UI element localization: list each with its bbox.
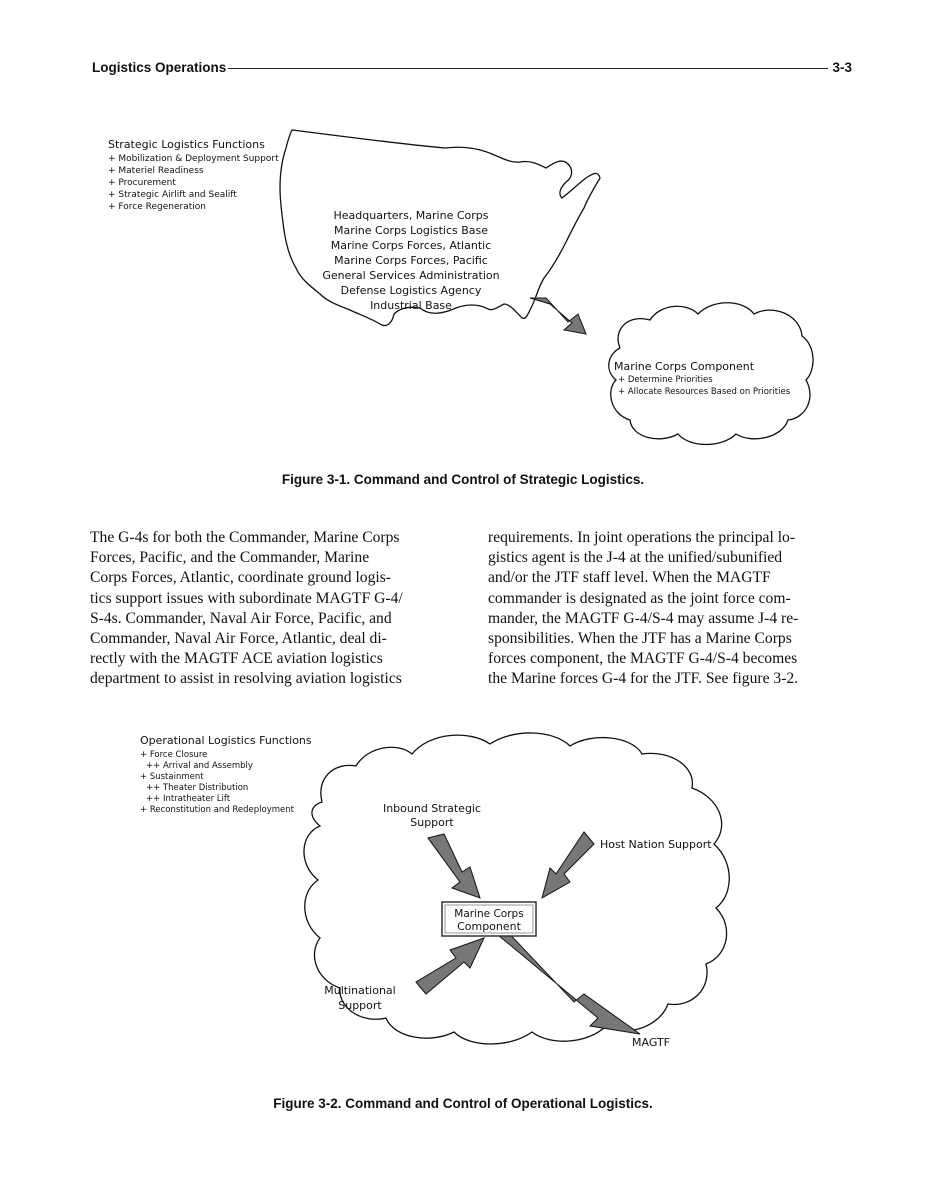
theater-cloud (304, 733, 729, 1044)
operational-functions (140, 734, 312, 815)
body-line: tics support issues with subordinate MAGTF G-4/ (90, 589, 403, 607)
body-line: The G-4s for both the Commander, Marine Corps (90, 529, 400, 546)
operational-functions-title: Operational Logistics Functions (140, 734, 312, 747)
page-number: 3-3 (828, 60, 852, 75)
figure-3-2 (130, 722, 770, 1062)
figure-3-1-caption: Figure 3-1. Command and Control of Strategic Logistics. (281, 472, 645, 487)
organization-label: Industrial Base (370, 299, 452, 312)
host-nation-label: Host Nation Support (600, 838, 712, 851)
inbound-arrow (428, 834, 480, 898)
body-line: Commander, Naval Air Force, Atlantic, deal di- (90, 630, 387, 648)
operational-function-item: ++ Arrival and Assembly (146, 761, 253, 771)
body-line: Forces, Pacific, and the Commander, Marine (90, 549, 370, 567)
host-nation-arrow (542, 832, 594, 898)
component-line1: Marine Corps (454, 908, 524, 920)
inbound-label-line1: Inbound Strategic (382, 802, 482, 815)
body-line: requirements. In joint operations the principal lo- (488, 529, 796, 546)
operational-function-item: + Sustainment (140, 772, 204, 782)
marine-corps-component (454, 908, 523, 933)
body-line: the Marine forces G-4 for the JTF. See figure 3-2. (488, 670, 799, 688)
body-line: and/or the JTF staff level. When the MAGTF (488, 569, 771, 587)
strategic-organizations (322, 209, 499, 312)
organization-label: General Services Administration (322, 269, 500, 282)
organization-label: Defense Logistics Agency (340, 284, 482, 297)
figure-3-2-caption: Figure 3-2. Command and Control of Operational Logistics. (273, 1096, 653, 1111)
strategic-function-item: + Force Regeneration (108, 202, 206, 212)
magtf-arrow (492, 926, 640, 1034)
body-line: forces component, the MAGTF G-4/S-4 becomes (488, 650, 798, 668)
strategic-function-item: + Materiel Readiness (108, 166, 204, 176)
body-line: Corps Forces, Atlantic, coordinate ground logis- (90, 569, 391, 587)
strategic-functions (108, 138, 279, 212)
multinational-line2: Support (338, 999, 382, 1012)
operational-function-item: + Force Closure (140, 750, 208, 760)
operational-function-item: ++ Intratheater Lift (146, 794, 231, 804)
component-item: + Allocate Resources Based on Priorities (618, 387, 791, 397)
body-column-right (488, 528, 853, 690)
strategic-function-item: + Mobilization & Deployment Support (108, 154, 279, 164)
figure-3-1 (100, 118, 820, 458)
body-line: rectly with the MAGTF ACE aviation logistics (90, 650, 383, 668)
body-line: commander is designated as the joint force com- (488, 589, 791, 607)
body-line: sponsibilities. When the JTF has a Marine Corps (488, 630, 792, 648)
component-title: Marine Corps Component (614, 360, 755, 373)
strategic-functions-title: Strategic Logistics Functions (108, 138, 265, 151)
organization-label: Marine Corps Forces, Atlantic (330, 239, 492, 252)
section-title: Logistics Operations (92, 60, 227, 75)
inbound-label-line2: Support (410, 816, 454, 829)
multinational-arrow (416, 938, 484, 994)
strategic-component (614, 360, 791, 397)
body-line: S-4s. Commander, Naval Air Force, Pacific, and (90, 609, 392, 627)
body-line: department to assist in resolving aviation logistics (90, 670, 402, 688)
organization-label: Marine Corps Forces, Pacific (334, 254, 488, 267)
organization-label: Marine Corps Logistics Base (333, 224, 489, 237)
component-cloud (609, 303, 813, 445)
multinational-line1: Multinational (324, 984, 396, 997)
operational-function-item: ++ Theater Distribution (146, 783, 249, 793)
strategic-function-item: + Strategic Airlift and Sealift (108, 190, 237, 200)
body-line: gistics agent is the J-4 at the unified/subunified (488, 549, 783, 567)
strategic-flow-arrow (530, 298, 586, 334)
body-column-left (90, 528, 455, 690)
organization-label: Headquarters, Marine Corps (333, 209, 489, 222)
component-item: + Determine Priorities (618, 375, 713, 385)
strategic-function-item: + Procurement (108, 178, 176, 188)
inbound-strategic-support (383, 802, 481, 829)
component-line2: Component (457, 920, 521, 933)
magtf-label: MAGTF (632, 1036, 671, 1049)
operational-function-item: + Reconstitution and Redeployment (140, 805, 294, 815)
multinational-support (324, 984, 395, 1012)
body-line: mander, the MAGTF G-4/S-4 may assume J-4 re- (488, 609, 799, 627)
running-head (92, 60, 852, 80)
